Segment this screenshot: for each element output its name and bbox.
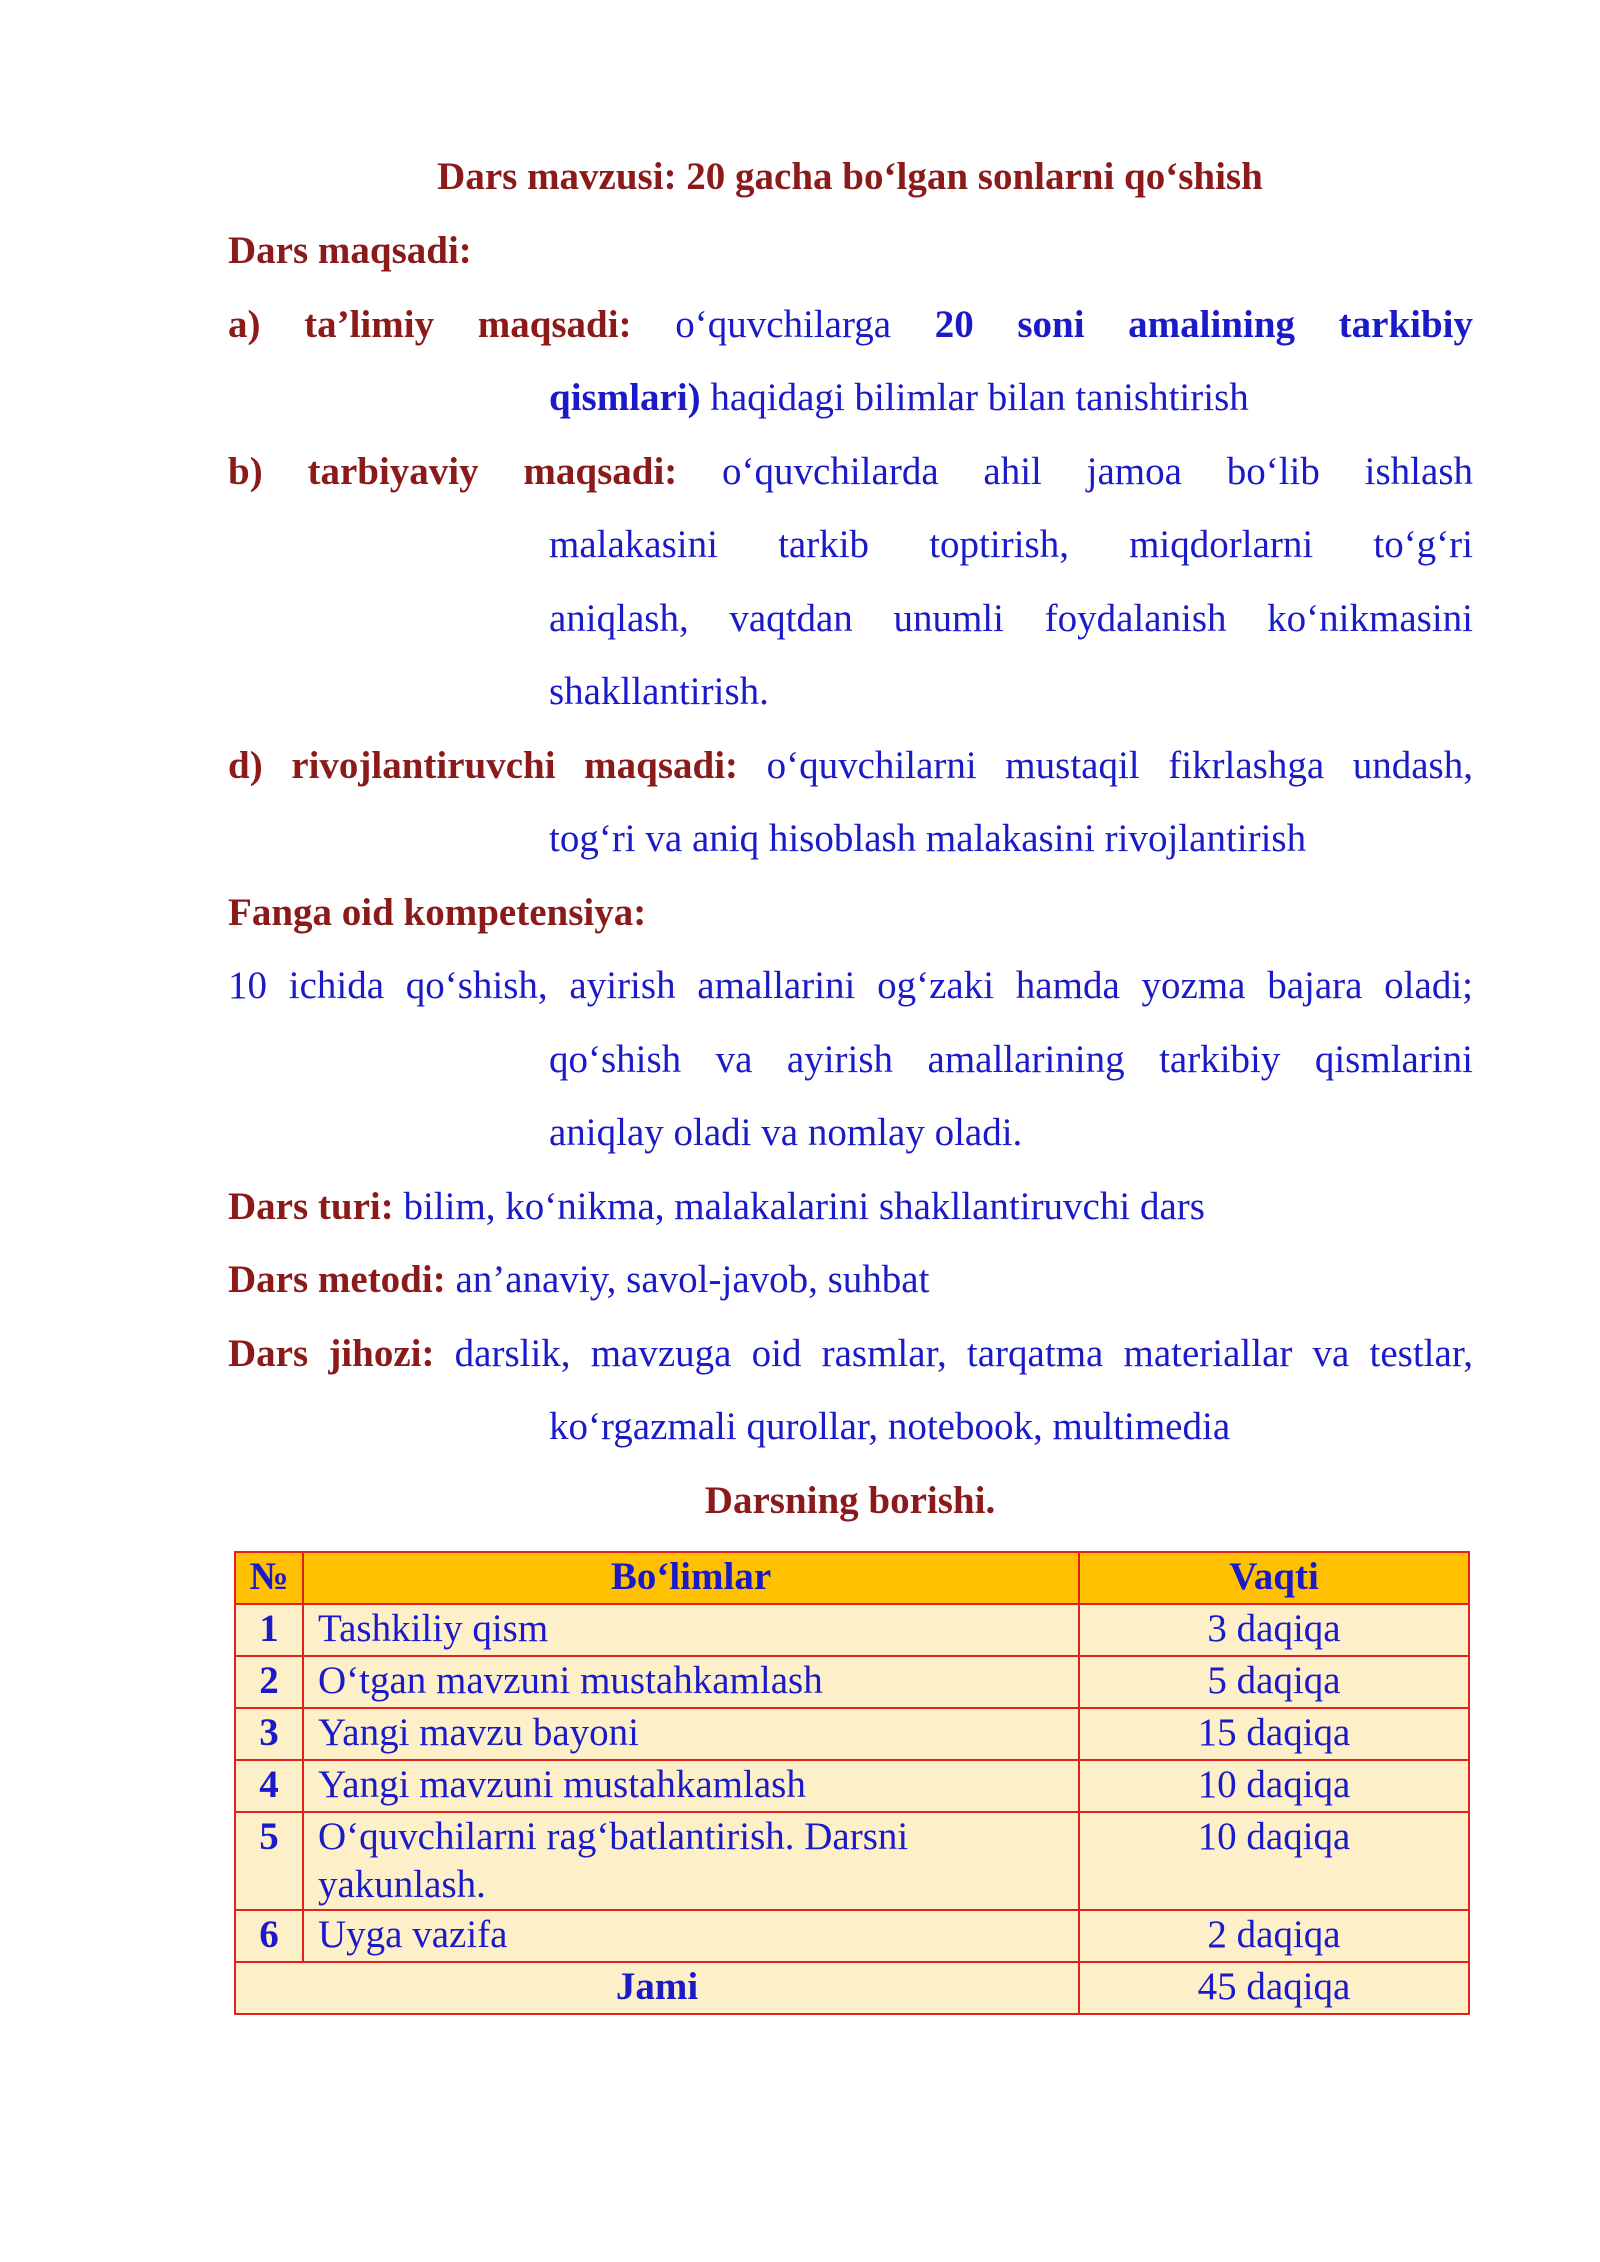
lesson-method-label: Dars metodi: bbox=[228, 1258, 446, 1301]
row-section: Uyga vazifa bbox=[303, 1910, 1079, 1962]
goal-a-bold-1: 20 soni amalining tarkibiy bbox=[934, 303, 1473, 346]
competence-heading: Fanga oid kompetensiya: bbox=[228, 891, 647, 934]
row-time: 15 daqiqa bbox=[1079, 1708, 1469, 1760]
table-row bbox=[235, 1812, 1469, 1910]
header-section: Bo‘limlar bbox=[303, 1552, 1079, 1604]
goal-a-line-2 bbox=[549, 373, 1473, 423]
table-total-row bbox=[235, 1962, 1469, 2014]
goals-heading: Dars maqsadi: bbox=[228, 229, 472, 272]
lesson-method-value: an’anaviy, savol-javob, suhbat bbox=[455, 1258, 930, 1301]
lesson-plan-table bbox=[234, 1551, 1470, 2015]
competence-line-3: aniqlay oladi va nomlay oladi. bbox=[549, 1111, 1023, 1154]
header-time: Vaqti bbox=[1079, 1552, 1469, 1604]
competence-line-2: qo‘shish va ayirish amallarining tarkibiy qismlarini bbox=[549, 1038, 1473, 1081]
header-num: № bbox=[235, 1552, 303, 1604]
row-num: 1 bbox=[235, 1604, 303, 1656]
total-time: 45 daqiqa bbox=[1079, 1962, 1469, 2014]
row-section: O‘tgan mavzuni mustahkamlash bbox=[303, 1656, 1079, 1708]
row-num: 5 bbox=[235, 1812, 303, 1910]
row-num: 4 bbox=[235, 1760, 303, 1812]
lesson-type bbox=[228, 1182, 1473, 1232]
table-row bbox=[235, 1760, 1469, 1812]
lesson-method bbox=[228, 1255, 1473, 1305]
goal-b-line-4: shakllantirish. bbox=[549, 670, 769, 713]
lesson-equipment-label: Dars jihozi: bbox=[228, 1332, 435, 1375]
goal-b-line-2: malakasini tarkib toptirish, miqdorlarni to‘g‘ri bbox=[549, 523, 1473, 566]
row-num: 6 bbox=[235, 1910, 303, 1962]
goal-a-line-1 bbox=[228, 300, 1473, 350]
lesson-equipment-line-2: ko‘rgazmali qurollar, notebook, multimedia bbox=[549, 1405, 1231, 1448]
goal-a-text-1: o‘quvchilarga bbox=[675, 303, 892, 346]
row-time: 2 daqiqa bbox=[1079, 1910, 1469, 1962]
row-time: 10 daqiqa bbox=[1079, 1760, 1469, 1812]
goal-d-text-1: o‘quvchilarni mustaqil fikrlashga undash, bbox=[766, 744, 1473, 787]
goal-b-line-1 bbox=[228, 447, 1473, 497]
competence-line-1: 10 ichida qo‘shish, ayirish amallarini og‘zaki hamda yozma bajara oladi; bbox=[228, 964, 1473, 1007]
goal-b-text-1: o‘quvchilarda ahil jamoa bo‘lib ishlash bbox=[722, 450, 1474, 493]
row-time: 5 daqiqa bbox=[1079, 1656, 1469, 1708]
progress-heading: Darsning borishi. bbox=[704, 1479, 996, 1522]
row-section: O‘quvchilarni rag‘batlantirish. Darsni yakunlash. bbox=[303, 1812, 1079, 1910]
row-time: 10 daqiqa bbox=[1079, 1812, 1469, 1910]
table-row bbox=[235, 1708, 1469, 1760]
total-label: Jami bbox=[235, 1962, 1079, 2014]
row-section: Tashkiliy qism bbox=[303, 1604, 1079, 1656]
row-time: 3 daqiqa bbox=[1079, 1604, 1469, 1656]
goal-b-line-3: aniqlash, vaqtdan unumli foydalanish ko‘nikmasini bbox=[549, 597, 1473, 640]
goal-b-label: b) tarbiyaviy maqsadi: bbox=[228, 450, 678, 493]
table-row bbox=[235, 1604, 1469, 1656]
goal-d-line-1 bbox=[228, 741, 1473, 791]
goal-a-text-2: haqidagi bilimlar bilan tanishtirish bbox=[710, 376, 1249, 419]
goal-a-bold-2: qismlari) bbox=[549, 376, 701, 419]
row-section: Yangi mavzu bayoni bbox=[303, 1708, 1079, 1760]
goal-a-label: a) ta’limiy maqsadi: bbox=[228, 303, 632, 346]
table-row bbox=[235, 1656, 1469, 1708]
goal-d-line-2: tog‘ri va aniq hisoblash malakasini rivojlantirish bbox=[549, 817, 1307, 860]
lesson-equipment-line-1 bbox=[228, 1329, 1473, 1379]
table-header-row bbox=[235, 1552, 1469, 1604]
row-num: 2 bbox=[235, 1656, 303, 1708]
goal-d-label: d) rivojlantiruvchi maqsadi: bbox=[228, 744, 739, 787]
row-section: Yangi mavzuni mustahkamlash bbox=[303, 1760, 1079, 1812]
lesson-title: Dars mavzusi: 20 gacha bo‘lgan sonlarni qo‘shish bbox=[437, 155, 1263, 198]
row-num: 3 bbox=[235, 1708, 303, 1760]
lesson-type-label: Dars turi: bbox=[228, 1185, 394, 1228]
lesson-equipment-value-1: darslik, mavzuga oid rasmlar, tarqatma materiallar va testlar, bbox=[454, 1332, 1474, 1375]
table-row bbox=[235, 1910, 1469, 1962]
lesson-type-value: bilim, ko‘nikma, malakalarini shakllantiruvchi dars bbox=[403, 1185, 1205, 1228]
